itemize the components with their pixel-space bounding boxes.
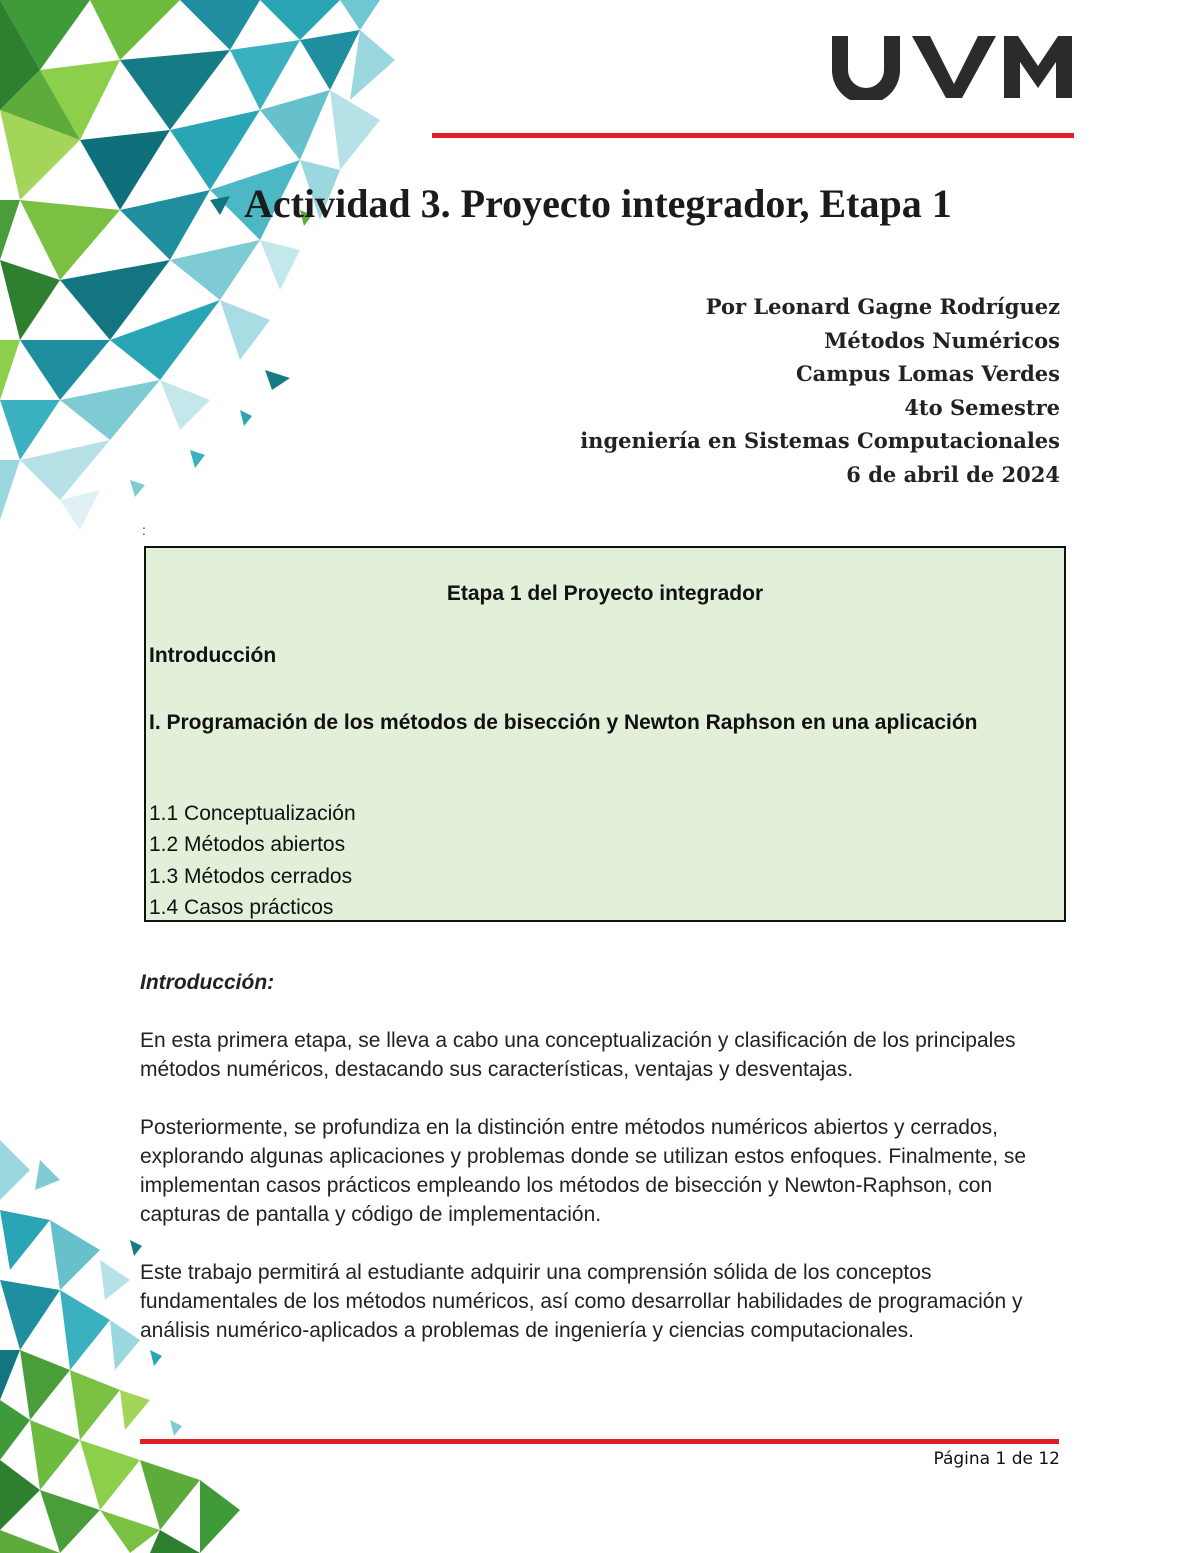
body-paragraph: Este trabajo permitirá al estudiante adquirir una comprensión sólida de los conceptos fundamentales de los métodos numéricos, así como desarrollar habilidades de programación y análisis numérico-aplicados a problemas de ingeniería y ciencias computacionales. [140, 1261, 1023, 1342]
author-line: Por Leonard Gagne Rodríguez [705, 294, 1060, 319]
top-red-rule [432, 133, 1074, 138]
subsection-item: 1.3 Métodos cerrados [149, 864, 353, 888]
subsection-item: 1.1 Conceptualización [149, 802, 356, 825]
introduction-section [140, 968, 1070, 1374]
semester-line: 4to Semestre [904, 394, 1060, 420]
box-title: Etapa 1 del Proyecto integrador [446, 582, 764, 605]
document-title: Actividad 3. Proyecto integrador, Etapa 1 [244, 181, 952, 226]
box-intro-heading: Introducción [149, 644, 277, 667]
bottom-red-rule [140, 1439, 1059, 1444]
campus-line: Campus Lomas Verdes [795, 361, 1060, 387]
date-line: 6 de abril de 2024 [846, 461, 1060, 487]
subsection-item: 1.4 Casos prácticos [149, 895, 334, 919]
box-section-heading: I. Programación de los métodos de bisección y Newton Raphson en una aplicación [149, 711, 978, 734]
course-line: Métodos Numéricos [824, 327, 1060, 353]
body-paragraph: Posteriormente, se profundiza en la distinción entre métodos numéricos abiertos y cerrados, explorando algunas aplicaciones y problemas donde se utilizan estos enfoques. Finalmente, se implementan casos prácticos empleando los métodos de bisección y Newton-Raphson, con capturas de pantalla y código de implementación. [140, 1116, 1027, 1226]
box-subsection-list [149, 798, 356, 923]
author-info [580, 290, 1060, 492]
decorative-polygon-art-top [0, 0, 400, 560]
subsection-item: 1.2 Métodos abiertos [149, 833, 346, 857]
body-paragraph: En esta primera etapa, se lleva a cabo una conceptualización y clasificación de los principales métodos numéricos, destacando sus características, ventajas y desventajas. [140, 1029, 1016, 1081]
contents-box [144, 546, 1066, 922]
introduction-heading: Introducción: [140, 971, 275, 994]
uvm-logo [828, 30, 1076, 100]
program-line: ingeniería en Sistemas Computacionales [580, 428, 1060, 454]
page-number: Página 1 de 12 [933, 1449, 1060, 1469]
stray-colon: : [142, 522, 146, 538]
